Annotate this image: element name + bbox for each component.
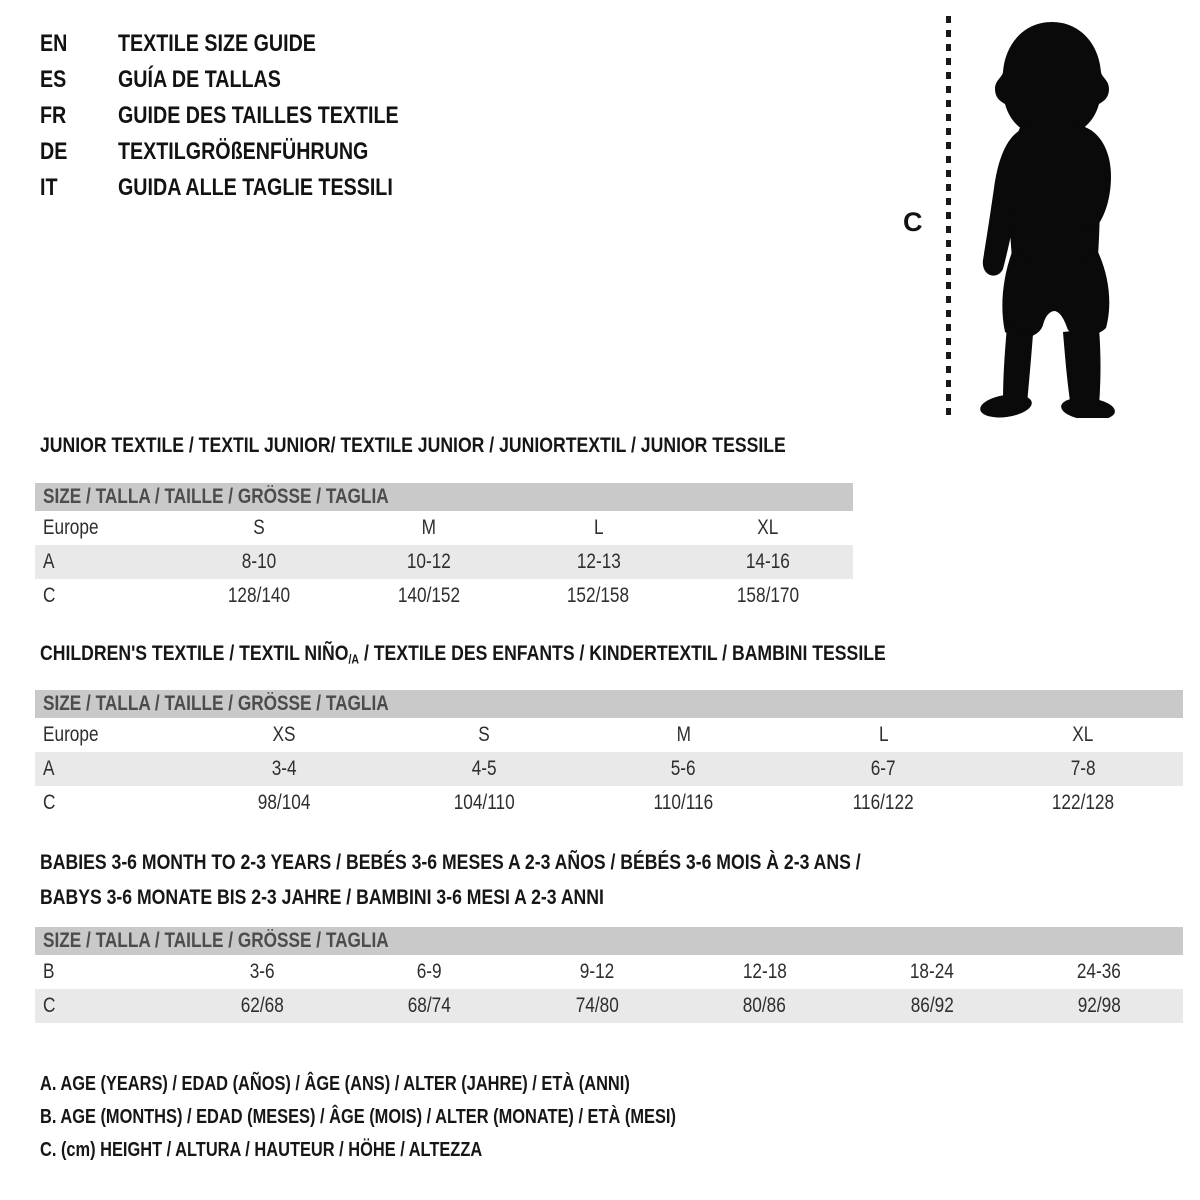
height-cell: 98/104 (257, 791, 311, 814)
children-section-title: CHILDREN'S TEXTILE / TEXTIL NIÑO/A / TEXTILE DES ENFANTS / KINDERTEXTIL / BAMBINI TESSILE (40, 641, 886, 667)
lang-row-fr (40, 98, 460, 134)
height-cell: 152/158 (567, 584, 630, 607)
junior-section-title: JUNIOR TEXTILE / TEXTIL JUNIOR/ TEXTILE JUNIOR / JUNIORTEXTIL / JUNIOR TESSILE (40, 433, 786, 457)
table-row-age (35, 545, 853, 579)
guide-title: TEXTILGRÖßENFÜHRUNG (118, 138, 369, 165)
height-cell: 74/80 (575, 994, 619, 1017)
height-dashed-line (946, 16, 951, 416)
table-row-months (35, 955, 1183, 989)
height-cell: 122/128 (1051, 791, 1115, 814)
height-cell: 68/74 (408, 994, 452, 1017)
lang-code: FR (40, 102, 67, 129)
age-cell: 9-12 (579, 960, 615, 983)
size-cell: S (253, 516, 265, 539)
toddler-silhouette-icon (960, 18, 1142, 418)
row-label: Europe (43, 516, 99, 539)
lang-code: ES (40, 66, 67, 93)
junior-size-table (35, 483, 853, 613)
height-cell: 62/68 (240, 994, 284, 1017)
height-cell: 86/92 (910, 994, 954, 1017)
size-cell: XL (757, 516, 779, 539)
size-cell: M (676, 723, 691, 746)
height-cell: 128/140 (227, 584, 291, 607)
guide-title: TEXTILE SIZE GUIDE (118, 30, 316, 57)
size-header-bar: SIZE / TALLA / TAILLE / GRÖSSE / TAGLIA (35, 690, 1183, 718)
row-label: C (43, 791, 56, 814)
age-cell: 10-12 (406, 550, 451, 573)
age-cell: 3-6 (249, 960, 275, 983)
age-cell: 8-10 (241, 550, 277, 573)
age-cell: 6-9 (417, 960, 443, 983)
age-cell: 3-4 (271, 757, 297, 780)
table-row-height (35, 579, 853, 613)
size-cell: L (878, 723, 889, 746)
age-cell: 6-7 (870, 757, 896, 780)
babies-section-title: BABIES 3-6 MONTH TO 2-3 YEARS / BEBÉS 3-6 MESES A 2-3 AÑOS / BÉBÉS 3-6 MOIS À 2-3 ANS / BABYS 3-6 MONATE BIS 2-3 JAHRE / BAMBINI 3-6 MESI A 2-3 ANNI (40, 850, 861, 909)
age-cell: 4-5 (471, 757, 497, 780)
height-cell: 80/86 (742, 994, 786, 1017)
age-cell: 18-24 (909, 960, 954, 983)
babies-size-table (35, 927, 1183, 1023)
guide-title: GUIDA ALLE TAGLIE TESSILI (118, 174, 393, 201)
size-header-bar: SIZE / TALLA / TAILLE / GRÖSSE / TAGLIA (35, 927, 1183, 955)
size-cell: L (593, 516, 604, 539)
age-cell: 7-8 (1070, 757, 1096, 780)
guide-title: GUÍA DE TALLAS (118, 66, 281, 93)
table-row-europe (35, 511, 853, 545)
table-row-height (35, 989, 1183, 1023)
size-cell: M (421, 516, 436, 539)
lang-row-it (40, 170, 460, 206)
size-cell: XS (272, 723, 296, 746)
row-label: A (43, 757, 55, 780)
size-cell: S (478, 723, 490, 746)
size-header-bar: SIZE / TALLA / TAILLE / GRÖSSE / TAGLIA (35, 483, 853, 511)
measure-legend (40, 1068, 816, 1167)
row-label: Europe (43, 723, 99, 746)
children-size-table (35, 690, 1183, 820)
legend-line-age-months: B. AGE (MONTHS) / EDAD (MESES) / ÂGE (MOIS) / ALTER (MONATE) / ETÀ (MESI) (40, 1106, 676, 1128)
legend-line-age-years: A. AGE (YEARS) / EDAD (AÑOS) / ÂGE (ANS) / ALTER (JAHRE) / ETÀ (ANNI) (40, 1073, 630, 1095)
language-title-list (40, 26, 460, 206)
lang-code: DE (40, 138, 68, 165)
row-label: C (43, 994, 56, 1017)
table-row-europe (35, 718, 1183, 752)
height-measure-label: C (903, 207, 923, 237)
lang-row-es (40, 62, 460, 98)
lang-code: EN (40, 30, 68, 57)
lang-row-de (40, 134, 460, 170)
row-label: B (43, 960, 55, 983)
guide-title: GUIDE DES TAILLES TEXTILE (118, 102, 399, 129)
height-cell: 116/122 (852, 791, 914, 814)
height-cell: 158/170 (736, 584, 800, 607)
height-cell: 104/110 (453, 791, 515, 814)
age-cell: 5-6 (671, 757, 697, 780)
age-cell: 12-13 (576, 550, 621, 573)
age-cell: 14-16 (746, 550, 791, 573)
height-cell: 110/116 (653, 791, 714, 814)
table-row-height (35, 786, 1183, 820)
table-row-age (35, 752, 1183, 786)
age-cell: 24-36 (1077, 960, 1122, 983)
legend-line-height: C. (cm) HEIGHT / ALTURA / HAUTEUR / HÖHE / ALTEZZA (40, 1139, 483, 1161)
size-cell: XL (1072, 723, 1094, 746)
lang-row-en (40, 26, 460, 62)
row-label: C (43, 584, 56, 607)
height-cell: 92/98 (1077, 994, 1121, 1017)
lang-code: IT (40, 174, 58, 201)
age-cell: 12-18 (742, 960, 787, 983)
row-label: A (43, 550, 55, 573)
height-cell: 140/152 (397, 584, 460, 607)
